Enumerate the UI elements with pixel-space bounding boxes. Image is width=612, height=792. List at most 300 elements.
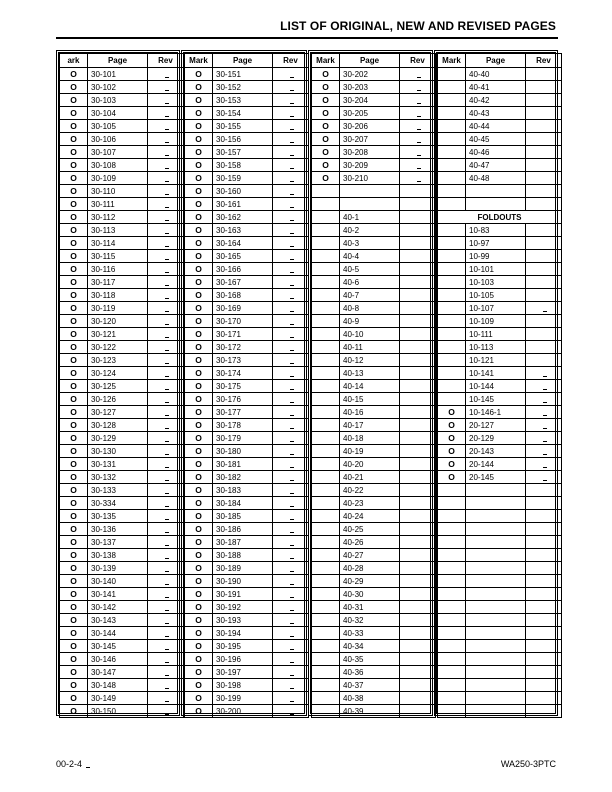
revision-mark	[290, 259, 294, 260]
mark-cell	[438, 367, 466, 380]
page-cell	[466, 523, 526, 536]
page-cell: 30-147	[88, 666, 148, 679]
table-row	[185, 133, 309, 146]
table-row	[185, 445, 309, 458]
rev-cell	[400, 458, 436, 471]
page-cell: 30-202	[340, 68, 400, 81]
revision-mark	[165, 311, 169, 312]
revision-mark	[165, 493, 169, 494]
rev-cell	[526, 393, 562, 406]
table-row	[185, 315, 309, 328]
rev-cell	[400, 237, 436, 250]
page-cell: 30-204	[340, 94, 400, 107]
rev-cell	[148, 705, 184, 718]
page-cell: 30-152	[213, 81, 273, 94]
page-cell: 30-162	[213, 211, 273, 224]
mark-cell: O	[185, 341, 213, 354]
revision-mark	[165, 272, 169, 273]
revision-mark	[165, 441, 169, 442]
page-cell: 30-138	[88, 549, 148, 562]
revision-mark	[165, 168, 169, 169]
mark-cell: O	[185, 666, 213, 679]
revision-mark	[290, 246, 294, 247]
table-row	[185, 159, 309, 172]
page-cell: 30-107	[88, 146, 148, 159]
table-row	[438, 627, 562, 640]
mark-cell	[438, 276, 466, 289]
rev-cell	[400, 575, 436, 588]
mark-cell: O	[185, 315, 213, 328]
revision-mark	[165, 415, 169, 416]
table-row	[185, 328, 309, 341]
revision-mark	[165, 454, 169, 455]
table-row	[60, 146, 184, 159]
table-row	[312, 354, 436, 367]
table-row	[60, 380, 184, 393]
page-cell: 30-112	[88, 211, 148, 224]
table-row	[60, 679, 184, 692]
mark-cell: O	[312, 94, 340, 107]
page-cell: 30-190	[213, 575, 273, 588]
revision-mark	[290, 233, 294, 234]
mark-cell	[312, 393, 340, 406]
revision-mark	[290, 714, 294, 715]
rev-cell	[400, 354, 436, 367]
table-row	[312, 380, 436, 393]
revision-mark	[543, 376, 547, 377]
mark-cell	[312, 575, 340, 588]
rev-cell	[148, 354, 184, 367]
mark-cell	[438, 575, 466, 588]
table-row	[438, 224, 562, 237]
mark-cell: O	[60, 276, 88, 289]
table-row	[312, 172, 436, 185]
table-row	[185, 588, 309, 601]
table-row	[438, 588, 562, 601]
table-row	[438, 250, 562, 263]
table-row	[312, 653, 436, 666]
rev-cell	[400, 510, 436, 523]
rev-cell	[148, 367, 184, 380]
mark-cell: O	[60, 120, 88, 133]
table-row	[438, 341, 562, 354]
table-row	[312, 133, 436, 146]
mark-cell	[312, 211, 340, 224]
page-cell	[466, 653, 526, 666]
page-cell: 30-148	[88, 679, 148, 692]
mark-cell	[312, 224, 340, 237]
page-cell: 30-179	[213, 432, 273, 445]
page-cell: 40-10	[340, 328, 400, 341]
table-row	[185, 276, 309, 289]
table-row	[312, 549, 436, 562]
mark-cell: O	[312, 107, 340, 120]
revision-mark	[165, 610, 169, 611]
revision-mark	[165, 649, 169, 650]
table-row	[60, 588, 184, 601]
mark-cell	[438, 302, 466, 315]
footer-revision-mark	[86, 767, 90, 768]
mark-cell: O	[60, 198, 88, 211]
rev-cell	[273, 666, 309, 679]
rev-cell	[273, 393, 309, 406]
list-column-frame	[183, 52, 305, 714]
mark-cell	[438, 341, 466, 354]
revision-mark	[165, 363, 169, 364]
table-row	[438, 185, 562, 198]
rev-cell	[148, 328, 184, 341]
table-row	[438, 315, 562, 328]
revision-mark	[165, 480, 169, 481]
page-cell	[466, 614, 526, 627]
revision-mark	[165, 636, 169, 637]
mark-cell	[438, 484, 466, 497]
page-cell: 30-142	[88, 601, 148, 614]
page-cell: 30-208	[340, 146, 400, 159]
page-cell: 40-18	[340, 432, 400, 445]
revision-mark	[290, 207, 294, 208]
mark-cell: O	[185, 549, 213, 562]
rev-cell	[526, 484, 562, 497]
table-row	[60, 289, 184, 302]
rev-cell	[400, 146, 436, 159]
rev-cell	[148, 432, 184, 445]
mark-cell: O	[185, 614, 213, 627]
rev-cell	[273, 224, 309, 237]
mark-cell	[312, 666, 340, 679]
column-header-page: Page	[213, 54, 273, 68]
table-row	[185, 224, 309, 237]
mark-cell: O	[60, 94, 88, 107]
rev-cell	[526, 81, 562, 94]
rev-cell	[400, 198, 436, 211]
page-cell: 40-43	[466, 107, 526, 120]
page-cell	[340, 198, 400, 211]
revision-mark	[290, 181, 294, 182]
rev-cell	[273, 380, 309, 393]
mark-cell: O	[185, 380, 213, 393]
mark-cell: O	[312, 159, 340, 172]
rev-cell	[526, 224, 562, 237]
page-cell: 30-135	[88, 510, 148, 523]
page-cell: 30-140	[88, 575, 148, 588]
page-cell: 30-197	[213, 666, 273, 679]
page-cell: 40-20	[340, 458, 400, 471]
rev-cell	[273, 328, 309, 341]
mark-cell: O	[60, 575, 88, 588]
table-row	[312, 341, 436, 354]
table-row	[312, 120, 436, 133]
mark-cell: O	[438, 445, 466, 458]
mark-cell: O	[185, 588, 213, 601]
rev-cell	[526, 653, 562, 666]
page-cell: 30-167	[213, 276, 273, 289]
mark-cell	[438, 328, 466, 341]
table-row	[312, 146, 436, 159]
revision-mark	[290, 571, 294, 572]
mark-cell: O	[60, 458, 88, 471]
table-row	[312, 367, 436, 380]
column-header-mark: Mark	[438, 54, 466, 68]
mark-cell: O	[185, 107, 213, 120]
mark-cell	[438, 68, 466, 81]
revision-mark	[290, 532, 294, 533]
revision-mark	[290, 545, 294, 546]
page-cell: 30-186	[213, 523, 273, 536]
page-cell: 30-334	[88, 497, 148, 510]
page-cell: 40-32	[340, 614, 400, 627]
page-cell: 30-103	[88, 94, 148, 107]
rev-cell	[526, 497, 562, 510]
page-cell: 40-29	[340, 575, 400, 588]
revision-mark	[290, 441, 294, 442]
revision-mark	[417, 142, 421, 143]
mark-cell	[312, 237, 340, 250]
revision-mark	[290, 493, 294, 494]
list-column-frame	[310, 52, 431, 714]
list-column-frame	[436, 52, 556, 714]
rev-cell	[148, 575, 184, 588]
table-row	[60, 341, 184, 354]
rev-cell	[400, 289, 436, 302]
page-cell: 40-25	[340, 523, 400, 536]
mark-cell	[438, 640, 466, 653]
revision-mark	[165, 103, 169, 104]
table-row	[185, 471, 309, 484]
mark-cell: O	[185, 510, 213, 523]
table-row	[438, 380, 562, 393]
revision-mark	[165, 220, 169, 221]
rev-cell	[273, 575, 309, 588]
mark-cell: O	[312, 172, 340, 185]
mark-cell: O	[60, 419, 88, 432]
rev-cell	[400, 393, 436, 406]
table-row	[60, 471, 184, 484]
rev-cell	[526, 614, 562, 627]
rev-cell	[148, 549, 184, 562]
table-row	[438, 120, 562, 133]
page-cell: 40-47	[466, 159, 526, 172]
table-row	[438, 562, 562, 575]
revision-mark	[165, 532, 169, 533]
revision-mark	[165, 233, 169, 234]
rev-cell	[400, 692, 436, 705]
rev-cell	[526, 419, 562, 432]
mark-cell: O	[185, 276, 213, 289]
rev-cell	[400, 263, 436, 276]
rev-cell	[526, 575, 562, 588]
mark-cell: O	[60, 640, 88, 653]
footer-model: WA250-3PTC	[500, 759, 556, 769]
table-row	[312, 302, 436, 315]
rev-cell	[148, 406, 184, 419]
table-row	[312, 666, 436, 679]
page-cell: 40-48	[466, 172, 526, 185]
mark-cell	[312, 614, 340, 627]
rev-cell	[400, 471, 436, 484]
mark-cell	[438, 614, 466, 627]
page-cell: 30-203	[340, 81, 400, 94]
mark-cell: O	[60, 367, 88, 380]
rev-cell	[526, 289, 562, 302]
table-row	[185, 94, 309, 107]
rev-cell	[400, 133, 436, 146]
mark-cell: O	[60, 393, 88, 406]
mark-cell: O	[185, 536, 213, 549]
mark-cell: O	[60, 172, 88, 185]
rev-cell	[273, 237, 309, 250]
rev-cell	[148, 146, 184, 159]
mark-cell: O	[312, 68, 340, 81]
page-cell: 30-108	[88, 159, 148, 172]
revision-mark	[290, 467, 294, 468]
mark-cell: O	[60, 627, 88, 640]
page-cell: 30-104	[88, 107, 148, 120]
revision-mark	[165, 545, 169, 546]
rev-cell	[400, 159, 436, 172]
mark-cell: O	[185, 328, 213, 341]
rev-cell	[273, 458, 309, 471]
rev-cell	[400, 549, 436, 562]
rev-cell	[526, 263, 562, 276]
table-row	[60, 666, 184, 679]
table-row	[60, 510, 184, 523]
mark-cell: O	[185, 289, 213, 302]
revision-mark	[290, 311, 294, 312]
mark-cell: O	[60, 263, 88, 276]
page-cell: 30-165	[213, 250, 273, 263]
table-row	[312, 536, 436, 549]
rev-cell	[273, 692, 309, 705]
table-row	[312, 497, 436, 510]
page-cell: 30-182	[213, 471, 273, 484]
mark-cell: O	[185, 445, 213, 458]
page-cell: 30-115	[88, 250, 148, 263]
revision-mark	[165, 662, 169, 663]
mark-cell: O	[60, 237, 88, 250]
rev-cell	[148, 679, 184, 692]
mark-cell: O	[185, 367, 213, 380]
revision-mark	[165, 389, 169, 390]
table-row	[312, 640, 436, 653]
table-row	[312, 458, 436, 471]
table-row	[60, 328, 184, 341]
rev-cell	[148, 159, 184, 172]
rev-cell	[273, 289, 309, 302]
table-row	[185, 341, 309, 354]
table-row	[438, 523, 562, 536]
rev-cell	[526, 133, 562, 146]
table-row	[185, 497, 309, 510]
page-cell: 40-30	[340, 588, 400, 601]
mark-cell: O	[185, 562, 213, 575]
rev-cell	[400, 94, 436, 107]
rev-cell	[526, 549, 562, 562]
mark-cell: O	[60, 354, 88, 367]
table-row	[60, 81, 184, 94]
revision-mark	[165, 324, 169, 325]
table-row	[60, 159, 184, 172]
rev-cell	[400, 705, 436, 718]
list-column-3	[308, 50, 433, 716]
revision-mark	[417, 77, 421, 78]
table-row	[312, 263, 436, 276]
page-cell: 10-145	[466, 393, 526, 406]
page-cell: 30-195	[213, 640, 273, 653]
rev-cell	[148, 419, 184, 432]
page-cell: 40-37	[340, 679, 400, 692]
table-row	[438, 302, 562, 315]
table-row	[185, 237, 309, 250]
rev-cell	[273, 588, 309, 601]
table-row	[60, 523, 184, 536]
table-row	[438, 549, 562, 562]
page-cell: 30-124	[88, 367, 148, 380]
list-column-frame	[58, 52, 178, 714]
table-row	[60, 692, 184, 705]
rev-cell	[148, 536, 184, 549]
rev-cell	[526, 276, 562, 289]
revision-mark	[543, 402, 547, 403]
revision-mark	[165, 77, 169, 78]
rev-cell	[400, 68, 436, 81]
page-cell: 20-145	[466, 471, 526, 484]
page-cell: 30-177	[213, 406, 273, 419]
table-row	[185, 484, 309, 497]
mark-cell: O	[60, 614, 88, 627]
page-cell: 30-131	[88, 458, 148, 471]
revision-mark	[290, 428, 294, 429]
table-row	[438, 614, 562, 627]
rev-cell	[273, 419, 309, 432]
table-row	[438, 263, 562, 276]
rev-cell	[148, 601, 184, 614]
revision-mark	[290, 610, 294, 611]
table-row	[312, 237, 436, 250]
page-cell: 30-129	[88, 432, 148, 445]
mark-cell: O	[185, 68, 213, 81]
rev-cell	[148, 185, 184, 198]
mark-cell	[312, 445, 340, 458]
page-cell: 40-15	[340, 393, 400, 406]
page-cell: 30-173	[213, 354, 273, 367]
mark-cell	[438, 705, 466, 718]
mark-cell	[438, 497, 466, 510]
revision-mark	[417, 155, 421, 156]
revision-mark	[290, 298, 294, 299]
table-header-row	[438, 54, 562, 68]
rev-cell	[273, 198, 309, 211]
table-row	[438, 471, 562, 484]
revision-mark	[290, 324, 294, 325]
mark-cell: O	[185, 354, 213, 367]
revision-mark	[417, 116, 421, 117]
rev-cell	[400, 185, 436, 198]
mark-cell	[438, 627, 466, 640]
page-cell: 40-6	[340, 276, 400, 289]
mark-cell: O	[185, 224, 213, 237]
rev-cell	[526, 445, 562, 458]
page-cell	[466, 601, 526, 614]
mark-cell: O	[60, 107, 88, 120]
mark-cell	[438, 250, 466, 263]
rev-cell	[148, 211, 184, 224]
revision-mark	[290, 116, 294, 117]
revision-mark	[290, 77, 294, 78]
rev-cell	[148, 471, 184, 484]
mark-cell: O	[185, 159, 213, 172]
mark-cell	[312, 549, 340, 562]
